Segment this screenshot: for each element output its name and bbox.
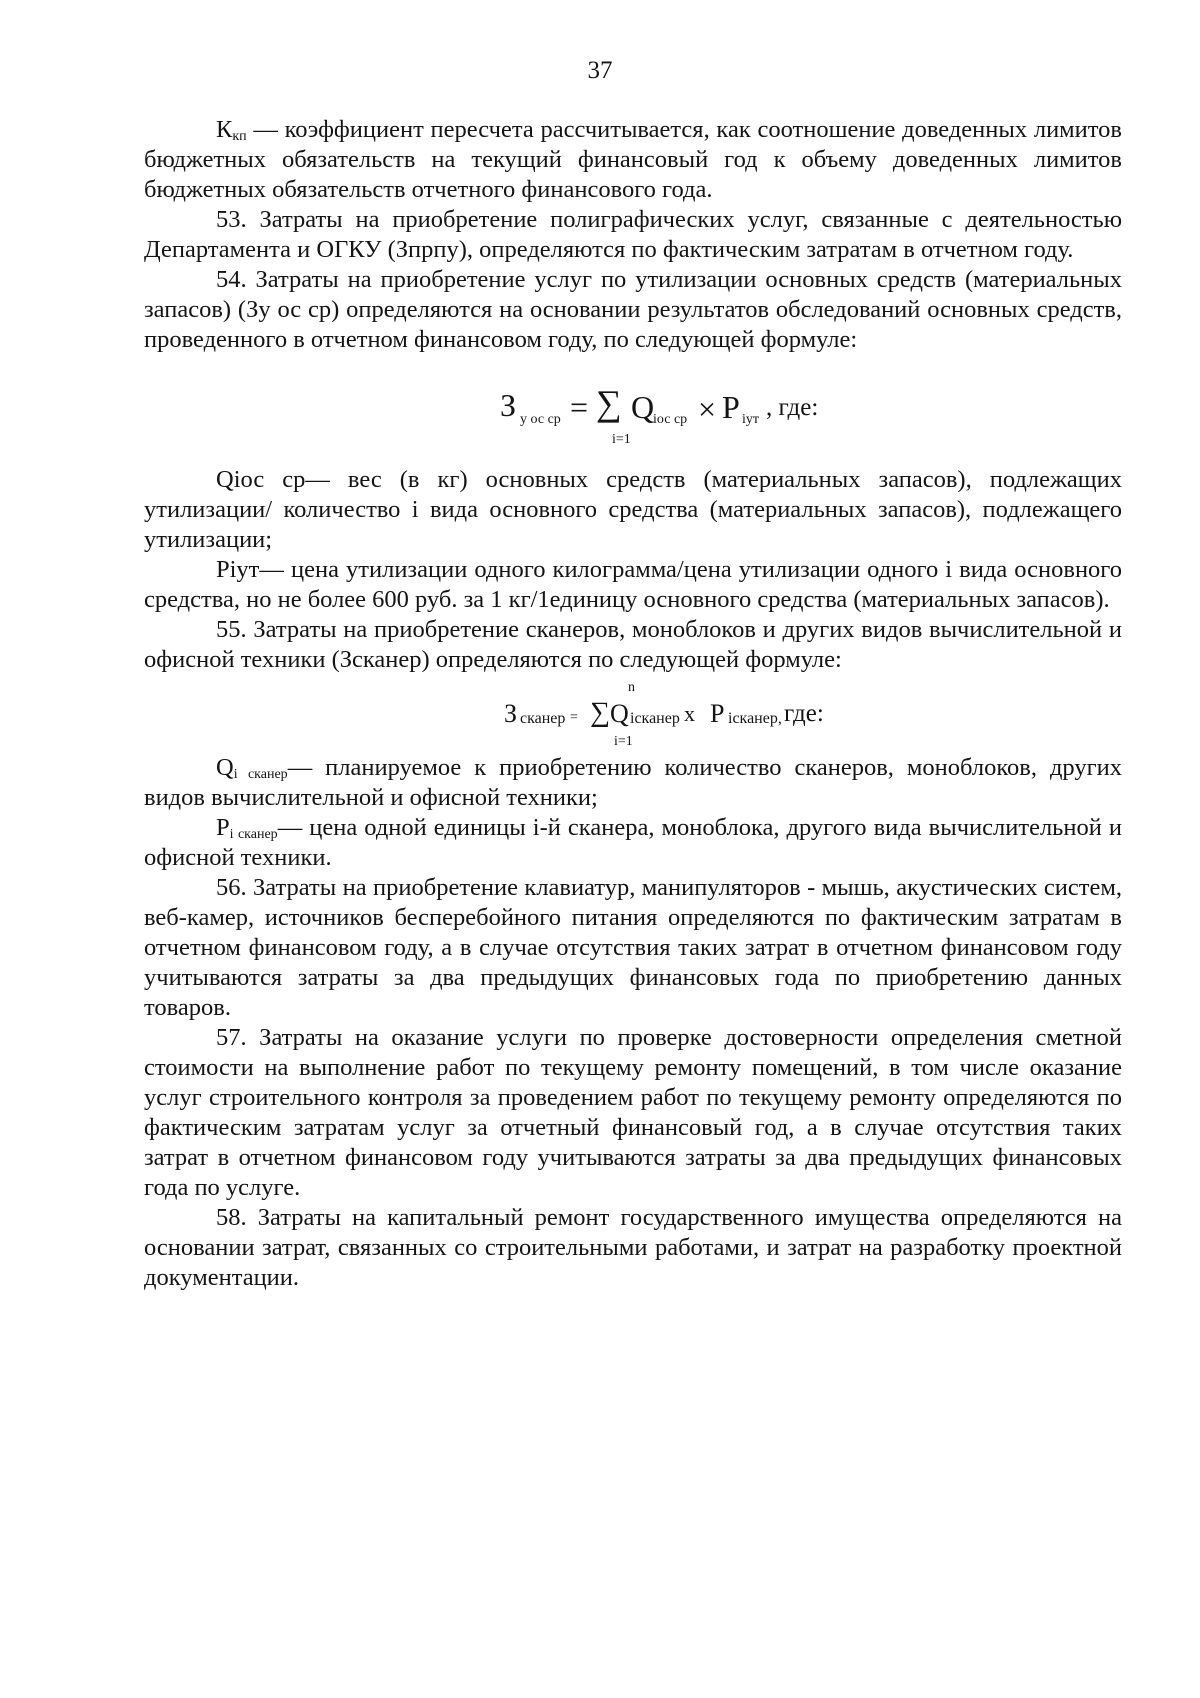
pi-scanner-text: — цена одной единицы i-й сканера, моноблока, другого вида вычислительной и офисной техники. (144, 814, 1122, 871)
formula-utilization (144, 355, 1122, 465)
formula1-times: × (698, 391, 717, 427)
formula1-q: Q (631, 389, 655, 425)
formula1-lhs-sub: у ос ср (520, 412, 561, 427)
qi-scanner-definition (144, 753, 1122, 813)
document-body (144, 115, 1122, 1293)
formula2-times: x (684, 701, 695, 726)
formula1-equals: = (570, 389, 589, 425)
formula1-index: i=1 (612, 432, 631, 447)
formula2-q-sub: iсканер (630, 710, 680, 727)
paragraph-53: 53. Затраты на приобретение полиграфических услуг, связанные с деятельностью Департамента и ОГКУ (Зпрпу), определяются по фактическим затратам в отчетном году. (144, 206, 1122, 263)
paragraph-56: 56. Затраты на приобретение клавиатур, манипуляторов - мышь, акустических систем, веб-камер, источников бесперебойного питания определяются по фактическим затратам в отчетном финансовом году, а в случае отсутствия таких затрат в отчетном финансовом году учитываются затраты за два предыдущих финансовых года по приобретению данных товаров. (144, 874, 1122, 1021)
qi-scanner-sub: i сканер (233, 767, 288, 782)
formula1-tail: , где: (766, 394, 819, 421)
qi-scanner-text: — планируемое к приобретению количество сканеров, моноблоков, других видов вычислительной и офисной техники; (144, 754, 1122, 811)
formula2-p-sub: iсканер, (728, 710, 782, 727)
piut-definition: Piут— цена утилизации одного килограмма/цена утилизации одного i вида основного средства, но не более 600 руб. за 1 кг/1единицу основного средства (материальных запасов). (144, 556, 1122, 613)
pi-scanner-symbol: P (216, 814, 230, 841)
formula2-equals: = (570, 710, 578, 725)
pi-scanner-sub: i сканер (229, 827, 278, 842)
kkp-definition (144, 115, 1122, 205)
formula2-lhs: З (504, 699, 518, 728)
formula1-p: P (722, 389, 740, 425)
formula1-p-sub: iут (742, 412, 760, 427)
paragraph-54: 54. Затраты на приобретение услуг по утилизации основных средств (материальных запасов) (Зу ос ср) определяются на основании результатов обследований основных средств, проведенного в отчетном финансовом году, по следующей формуле: (144, 266, 1122, 353)
formula1-sum-sign: ∑ (596, 383, 622, 423)
paragraph-55: 55. Затраты на приобретение сканеров, моноблоков и других видов вычислительной и офисной техники (Зсканер) определяются по следующей формуле: (144, 616, 1122, 673)
page-number: 37 (587, 57, 613, 84)
pi-scanner-definition (144, 813, 1122, 873)
formula2-q: Q (610, 699, 629, 728)
formula1-lhs: З (500, 387, 517, 423)
formula2-index: i=1 (614, 734, 633, 749)
kkp-text: — коэффициент пересчета рассчитывается, как соотношение доведенных лимитов бюджетных обязательств на текущий финансовый год к объему доведенных лимитов бюджетных обязательств отчетного финансового года. (144, 116, 1122, 203)
qios-definition: Qiос ср— вес (в кг) основных средств (материальных запасов), подлежащих утилизации/ количество i вида основного средства (материальных запасов), подлежащего утилизации; (144, 466, 1122, 553)
formula2-p: P (710, 699, 725, 728)
formula2-upper: n (628, 680, 635, 695)
kkp-symbol-sub: кп (232, 129, 247, 144)
formula2-lhs-sub: сканер (520, 710, 566, 727)
qi-scanner-symbol: Q (216, 754, 234, 781)
formula1-q-sub: iос ср (653, 412, 688, 427)
formula2-sum-sign: ∑ (590, 697, 610, 728)
formula2-tail: где: (784, 700, 824, 727)
paragraph-58: 58. Затраты на капитальный ремонт государственного имущества определяются на основании затрат, связанных со строительными работами, и затрат на разработку проектной документации. (144, 1204, 1122, 1291)
paragraph-57: 57. Затраты на оказание услуги по проверке достоверности определения сметной стоимости на выполнение работ по текущему ремонту помещений, в том числе оказание услуг строительного контроля за проведением работ по текущему ремонту определяются по фактическим затратам услуг за отчетный финансовый год, а в случае отсутствия таких затрат в отчетном финансовом году учитываются затраты за два предыдущих финансовых года по услуге. (144, 1024, 1122, 1201)
formula-scanners (144, 675, 1122, 753)
kkp-symbol: К (216, 116, 233, 143)
